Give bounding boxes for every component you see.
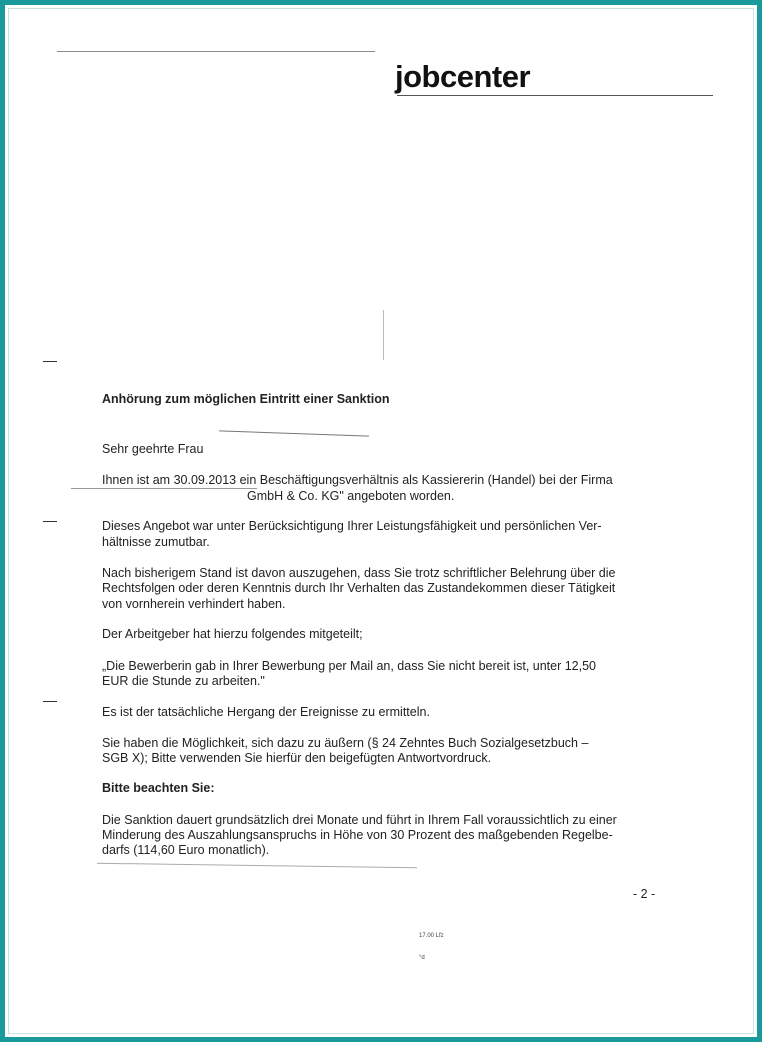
notice-heading: Bitte beachten Sie:	[102, 781, 215, 795]
paragraph-line: Dieses Angebot war unter Berücksichtigung Ihrer Leistungsfähigkeit und persönlichen Ver-	[102, 519, 602, 533]
fold-mark-middle	[43, 521, 57, 522]
paragraph-line: Der Arbeitgeber hat hierzu folgendes mitgeteilt;	[102, 627, 363, 641]
paragraph-line: darfs (114,60 Euro monatlich).	[102, 843, 270, 857]
paragraph-line: Minderung des Auszahlungsanspruchs in Höhe von 30 Prozent des maßgebenden Regelbe-	[102, 828, 613, 842]
fold-mark-top	[43, 361, 57, 362]
logo-underline	[397, 95, 713, 96]
jobcenter-logo: jobcenter	[395, 59, 531, 94]
footer-mark: °d	[419, 955, 425, 961]
paragraph-line: Es ist der tatsächliche Hergang der Ereignisse zu ermitteln.	[102, 705, 430, 719]
paragraph-line: Sie haben die Möglichkeit, sich dazu zu äußern (§ 24 Zehntes Buch Sozialgesetzbuch –	[102, 736, 589, 750]
paragraph-line: GmbH & Co. KG" angeboten worden.	[247, 489, 455, 503]
paragraph-line: Die Sanktion dauert grundsätzlich drei Monate und führt in Ihrem Fall voraussichtlich zu einer	[102, 813, 617, 827]
footer-code: 17.00 Lfz	[419, 933, 444, 939]
letter-subject: Anhörung zum möglichen Eintritt einer Sanktion	[102, 392, 390, 406]
paragraph-line: hältnisse zumutbar.	[102, 535, 210, 549]
paragraph-line: von vornherein verhindert haben.	[102, 597, 286, 611]
paragraph-line: Ihnen ist am 30.09.2013 ein Beschäftigungsverhältnis als Kassiererin (Handel) bei der Firma	[102, 473, 613, 487]
salutation: Sehr geehrte Frau	[102, 442, 204, 456]
address-window-edge	[383, 310, 384, 360]
paragraph-line: SGB X); Bitte verwenden Sie hierfür den beigefügten Antwortvordruck.	[102, 751, 492, 765]
employer-quote-line: „Die Bewerberin gab in Ihrer Bewerbung per Mail an, dass Sie nicht bereit ist, unter 12,50	[102, 659, 597, 673]
employer-quote-line: EUR die Stunde zu arbeiten."	[102, 674, 265, 688]
paragraph-line: Nach bisherigem Stand ist davon auszugehen, dass Sie trotz schriftlicher Belehrung über die	[102, 566, 616, 580]
header-rule-left	[57, 51, 375, 52]
page-indicator: - 2 -	[633, 887, 656, 901]
paragraph-line: Rechtsfolgen oder deren Kenntnis durch Ihr Verhalten das Zustandekommen dieser Tätigkeit	[102, 581, 616, 595]
fold-mark-bottom	[43, 701, 57, 702]
